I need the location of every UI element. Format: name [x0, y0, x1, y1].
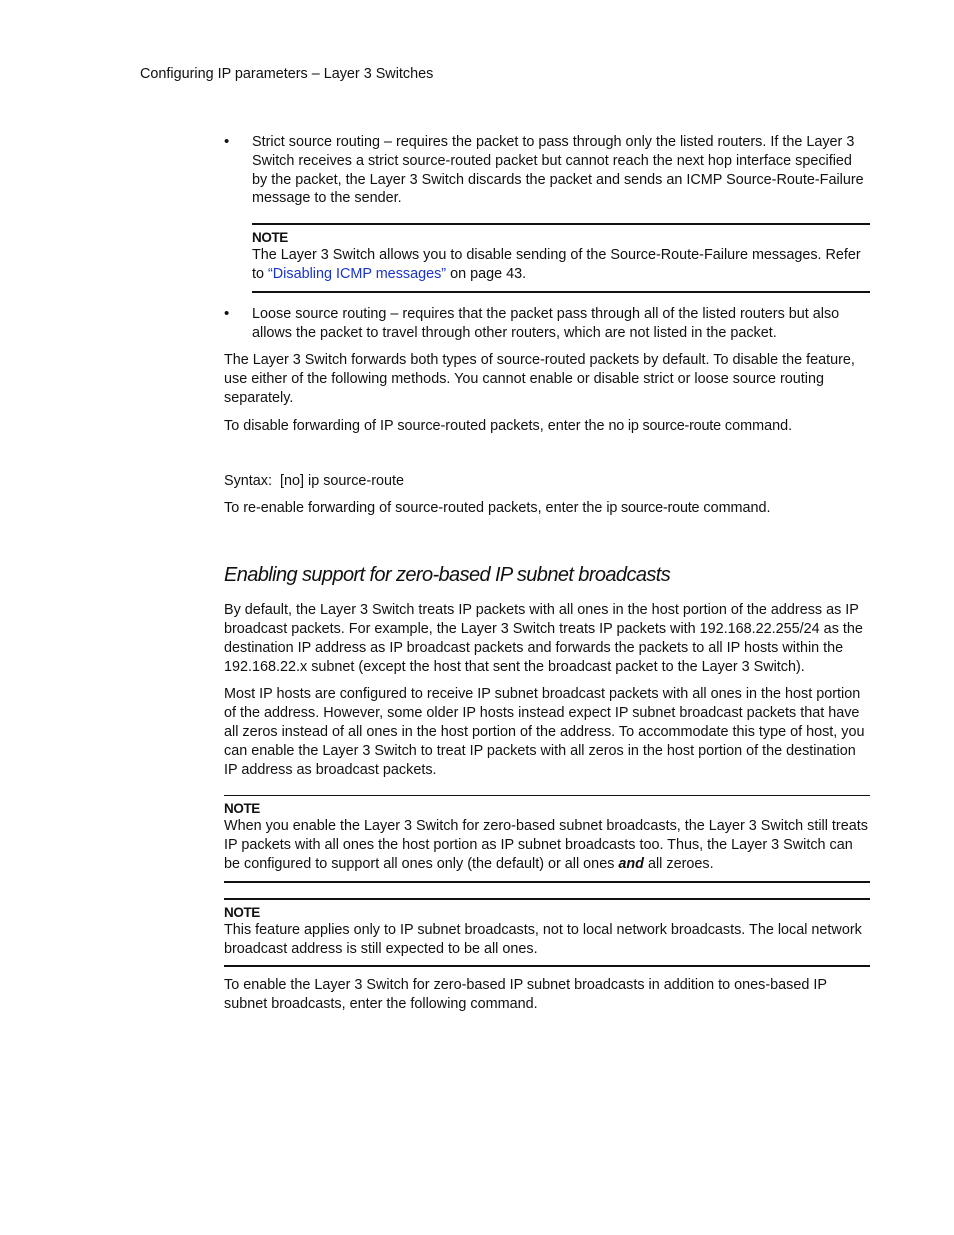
bullet-dot-icon: •	[224, 304, 230, 322]
note-zero-based-broadcasts	[224, 795, 870, 882]
syntax-label: Syntax:	[224, 472, 272, 489]
bullet-text: Strict source routing – requires the packet to pass through only the listed routers. If the Layer 3 Switch receives a strict source-routed packet but cannot reach the next hop interface specified by the packet, the Layer 3 Switch discards the packet and sends an ICMP Source-Route-Failure message to the sender.	[252, 134, 864, 207]
paragraph-default-forwarding: The Layer 3 Switch forwards both types of source-routed packets by default. To disable the feature, use either of the following methods. You cannot enable or disable strict or loose source routing separately.	[224, 352, 855, 406]
section-heading: Enabling support for zero-based IP subnet broadcasts	[224, 564, 671, 587]
paragraph-older-hosts: Most IP hosts are configured to receive IP subnet broadcast packets with all ones in the host portion of the address. However, some older IP hosts instead expect IP subnet broadcast packets that have all zeros instead of all ones in the host portion of the address. To accommodate this type of host, you can enable the Layer 3 Switch to treat IP packets with all zeros in the host portion of the destination IP address as broadcast packets.	[224, 686, 865, 778]
note-text: The Layer 3 Switch allows you to disable sending of the Source-Route-Failure messages. Refer to “Disabling ICMP messages” on page 43.	[252, 247, 861, 282]
bullet-dot-icon: •	[224, 133, 230, 150]
emphasis-and: and	[618, 855, 644, 872]
running-header: Configuring IP parameters – Layer 3 Switches	[140, 66, 434, 82]
paragraph-disable-forwarding: To disable forwarding of IP source-routed packets, enter the no ip source-route command.	[224, 417, 793, 434]
command-ip-source-route: ip source-route	[606, 500, 700, 517]
note-title: NOTE	[224, 801, 260, 817]
paragraph-default-broadcast: By default, the Layer 3 Switch treats IP packets with all ones in the host portion of the address as IP broadcast packets. For example, the Layer 3 Switch treats IP packets with 192.168.22.255/24 as the destination IP address as IP broadcast packets and forwards the packets to all IP hosts within the 192.168.22.x subnet (except the host that sent the broadcast packet to the Layer 3 Switch).	[224, 602, 863, 675]
note-title: NOTE	[252, 230, 288, 246]
page-body	[224, 133, 870, 1014]
link-disabling-icmp-messages[interactable]: “Disabling ICMP messages”	[268, 265, 447, 282]
note-source-route-failure	[252, 223, 870, 293]
note-subnet-broadcasts-only	[224, 898, 870, 968]
note-text: When you enable the Layer 3 Switch for zero-based subnet broadcasts, the Layer 3 Switch still treats IP packets with all ones the host portion as IP subnet broadcasts too. Thus, the Layer 3 Switch can be configured to support all ones only (the default) or all ones and all zeroes.	[224, 818, 868, 872]
syntax-command: ip source-route	[308, 472, 405, 489]
note-text: This feature applies only to IP subnet broadcasts, not to local network broadcasts. The local network broadcast address is still expected to be all ones.	[224, 921, 862, 957]
bullet-loose-source-routing	[224, 305, 870, 343]
paragraph-enable-command-intro: To enable the Layer 3 Switch for zero-based IP subnet broadcasts in addition to ones-based IP subnet broadcasts, enter the following command.	[224, 977, 827, 1013]
note-title: NOTE	[224, 904, 260, 920]
command-no-ip-source-route: no ip source-route	[608, 417, 721, 434]
syntax-line: Syntax: [no] ip source-route	[224, 472, 405, 489]
bullet-strict-source-routing	[224, 133, 870, 208]
paragraph-reenable-forwarding: To re-enable forwarding of source-routed packets, enter the ip source-route command.	[224, 500, 771, 517]
bullet-text: Loose source routing – requires that the packet pass through all of the listed routers but also allows the packet to travel through other routers, which are not listed in the packet.	[252, 305, 840, 341]
syntax-no-keyword: no	[284, 472, 301, 489]
